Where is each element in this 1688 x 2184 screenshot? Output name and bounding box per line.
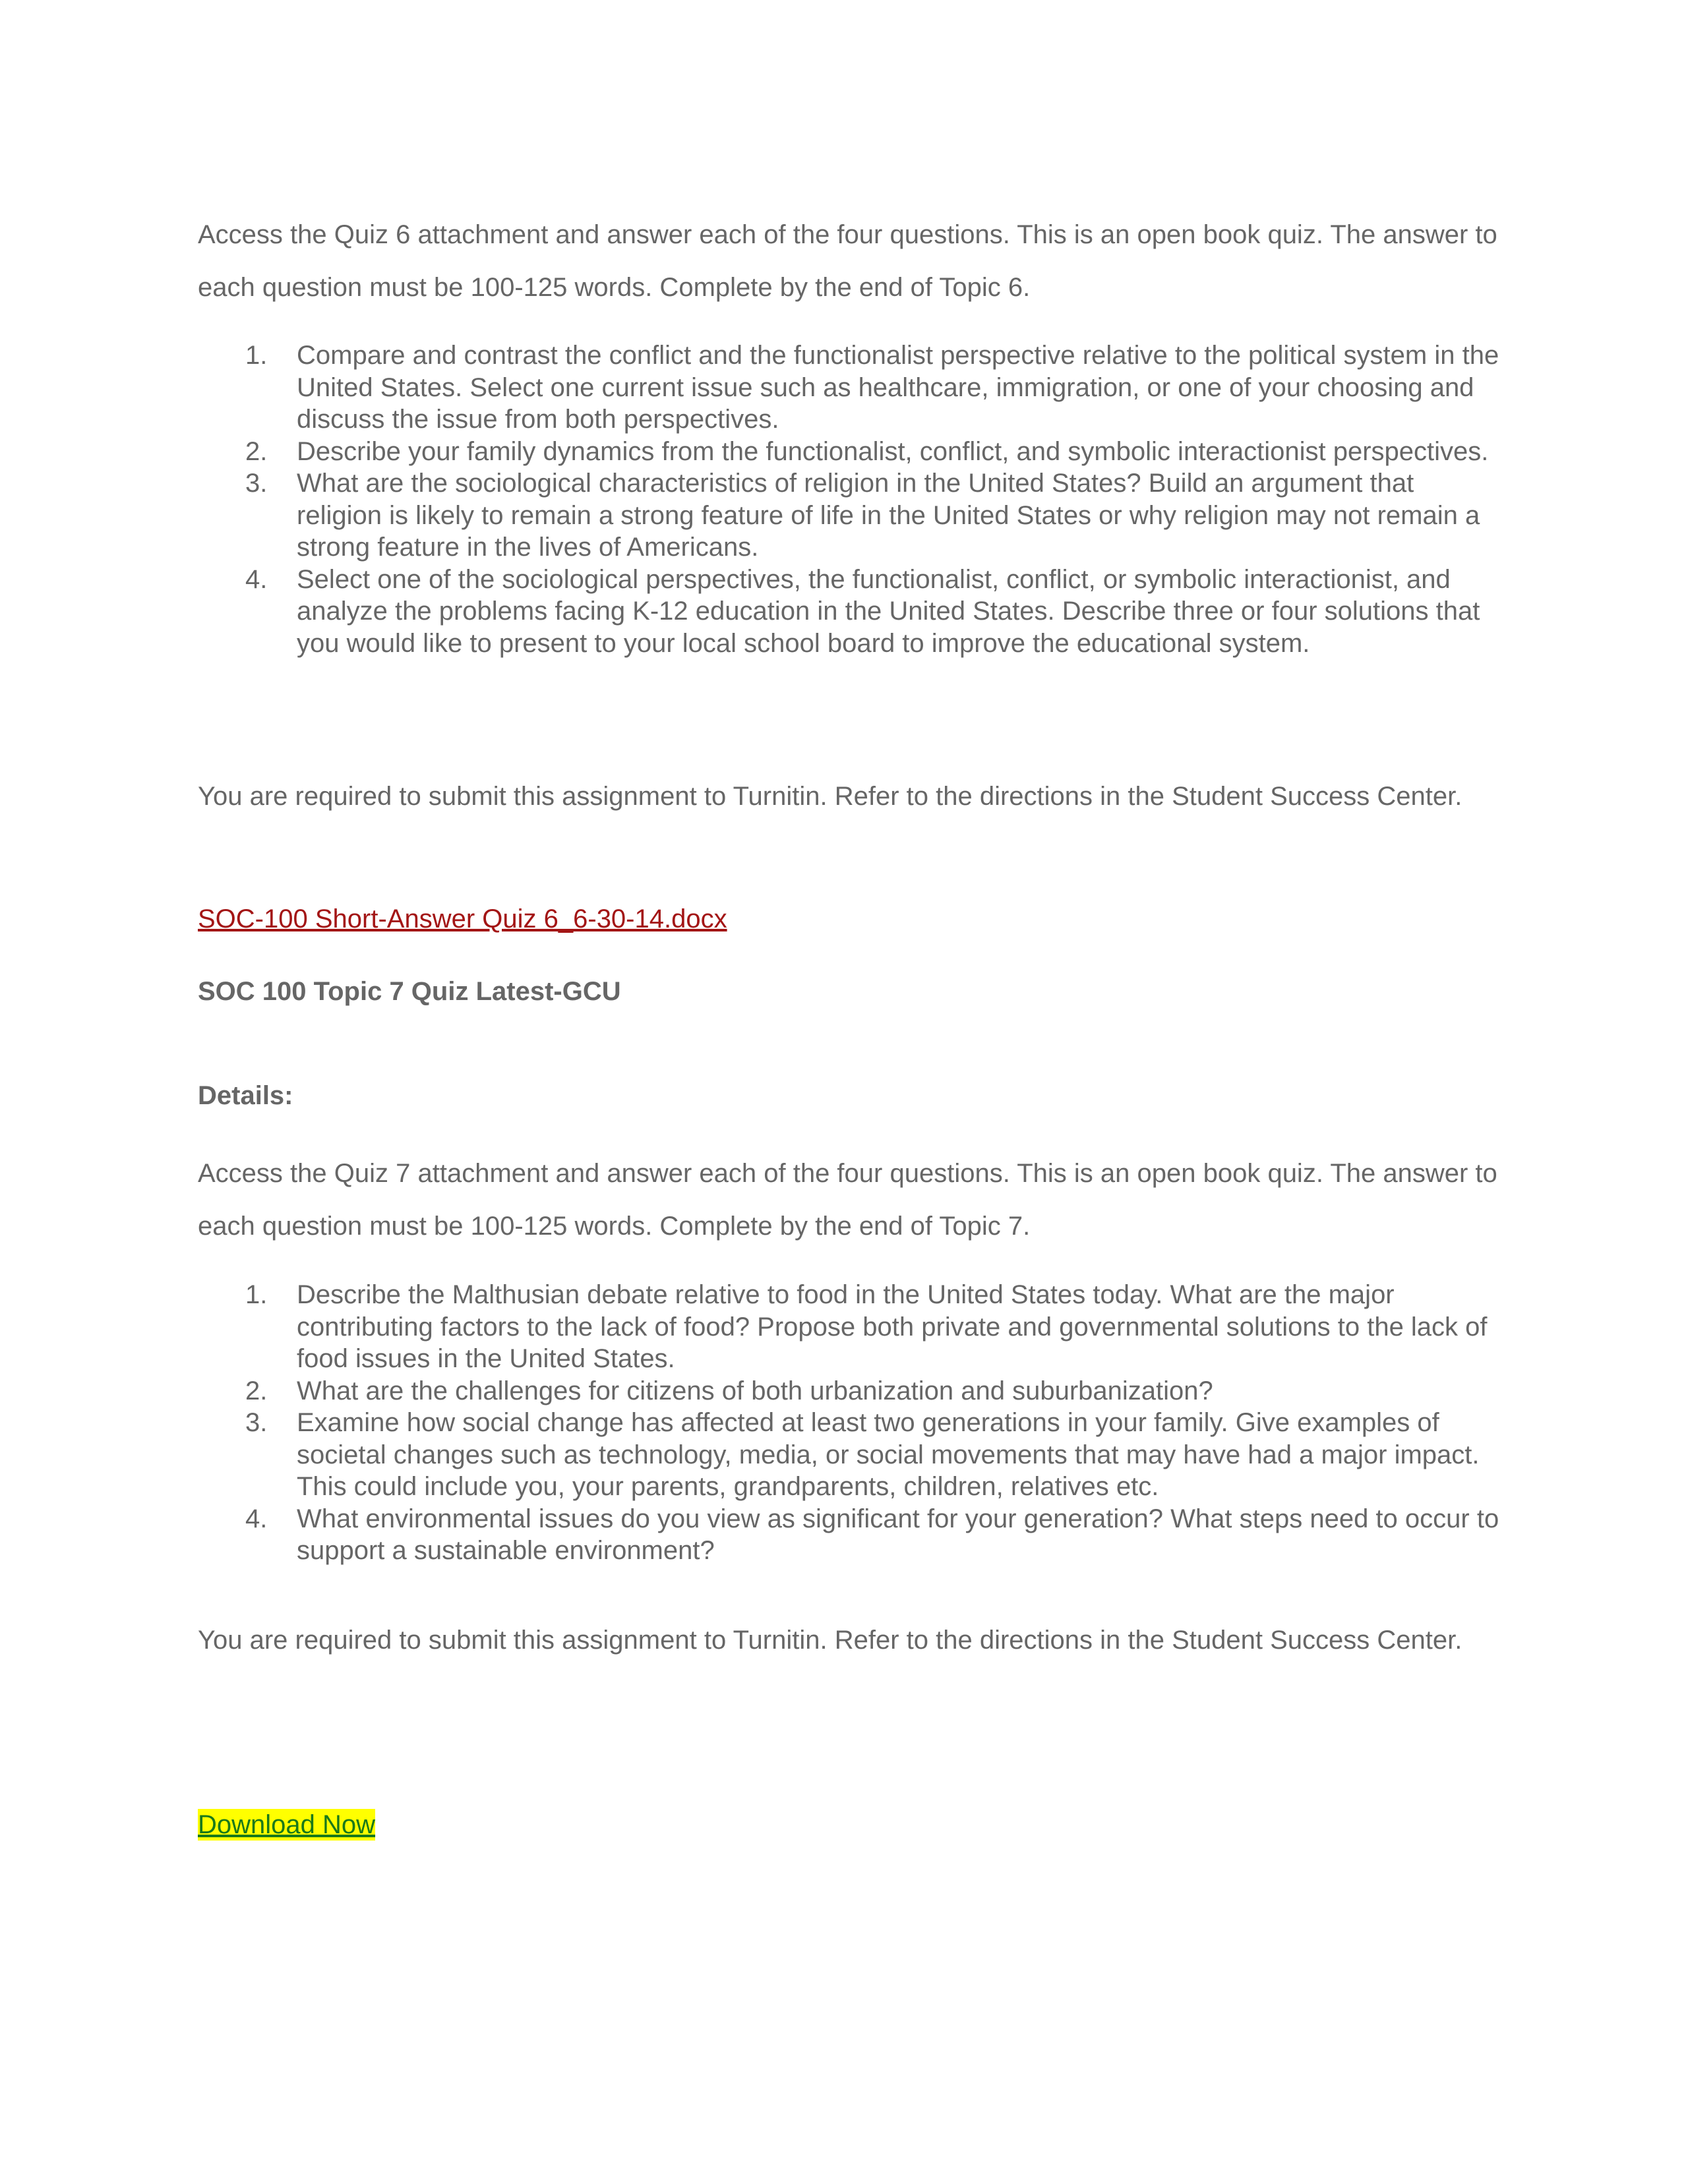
- list-item: [198, 564, 1503, 660]
- quiz7-turnitin-block: [198, 1614, 1503, 1667]
- list-number: 4.: [245, 564, 268, 594]
- list-item: [198, 1407, 1503, 1503]
- question-text: What environmental issues do you view as significant for your generation? What steps need to occur to support a sustainable environment?: [297, 1504, 1499, 1565]
- list-item: [198, 467, 1503, 564]
- list-number: 3.: [245, 469, 268, 498]
- quiz7-title: SOC 100 Topic 7 Quiz Latest-GCU: [198, 977, 621, 1006]
- list-number: 4.: [245, 1504, 268, 1533]
- question-text: What are the sociological characteristics of religion in the United States? Build an argument that religion is likely to remain a strong feature of life in the United States or why religion may not remain a strong feature in the lives of Americans.: [297, 469, 1480, 562]
- list-item: [198, 339, 1503, 436]
- list-number: 3.: [245, 1408, 268, 1437]
- question-text: What are the challenges for citizens of both urbanization and suburbanization?: [297, 1376, 1213, 1405]
- question-text: Describe the Malthusian debate relative to food in the United States today. What are the major contributing factors to the lack of food? Propose both private and governmental solutions to the lack of food issues in the United States.: [297, 1280, 1488, 1373]
- list-number: 2.: [245, 436, 268, 466]
- quiz7-intro: Access the Quiz 7 attachment and answer each of the four questions. This is an open book quiz. The answer to each question must be 100-125 words. Complete by the end of Topic 7.: [198, 1159, 1497, 1241]
- list-item: [198, 1503, 1503, 1567]
- list-item: [198, 1279, 1503, 1375]
- download-now-link[interactable]: Download Now: [198, 1810, 376, 1839]
- quiz6-question-list: [198, 339, 1503, 659]
- list-item: [198, 1375, 1503, 1407]
- question-text: Select one of the sociological perspectives, the functionalist, conflict, or symbolic interactionist, and analyze the problems facing K-12 education in the United States. Describe three or four solutions that you would like to present to your local school board to improve the educational system.: [297, 564, 1480, 658]
- quiz6-intro: Access the Quiz 6 attachment and answer each of the four questions. This is an open book quiz. The answer to each question must be 100-125 words. Complete by the end of Topic 6.: [198, 220, 1497, 302]
- quiz6-turnitin-note: You are required to submit this assignment to Turnitin. Refer to the directions in the Student Success Center.: [198, 782, 1462, 811]
- list-number: 1.: [245, 1280, 268, 1309]
- quiz6-turnitin-block: [198, 770, 1503, 823]
- question-text: Compare and contrast the conflict and the functionalist perspective relative to the political system in the United States. Select one current issue such as healthcare, immigration, or one of your choosing and discuss the issue from both perspectives.: [297, 341, 1499, 434]
- quiz7-question-list: [198, 1279, 1503, 1567]
- list-number: 2.: [245, 1376, 268, 1405]
- quiz6-attachment-link[interactable]: SOC-100 Short-Answer Quiz 6_6-30-14.docx: [198, 904, 727, 933]
- quiz6-question-list-block: [198, 339, 1503, 659]
- question-text: Examine how social change has affected at least two generations in your family. Give examples of societal changes such as technology, media, or social movements that may have had a major impact. This could include you, your parents, grandparents, children, relatives etc.: [297, 1408, 1480, 1501]
- quiz6-intro-block: [198, 208, 1503, 314]
- list-number: 1.: [245, 341, 268, 370]
- quiz7-question-list-block: [198, 1279, 1503, 1567]
- question-text: Describe your family dynamics from the functionalist, conflict, and symbolic interactionist perspectives.: [297, 436, 1489, 466]
- quiz7-turnitin-note: You are required to submit this assignment to Turnitin. Refer to the directions in the Student Success Center.: [198, 1626, 1462, 1655]
- quiz7-intro-block: [198, 1147, 1503, 1253]
- list-item: [198, 436, 1503, 468]
- details-label: Details:: [198, 1081, 293, 1110]
